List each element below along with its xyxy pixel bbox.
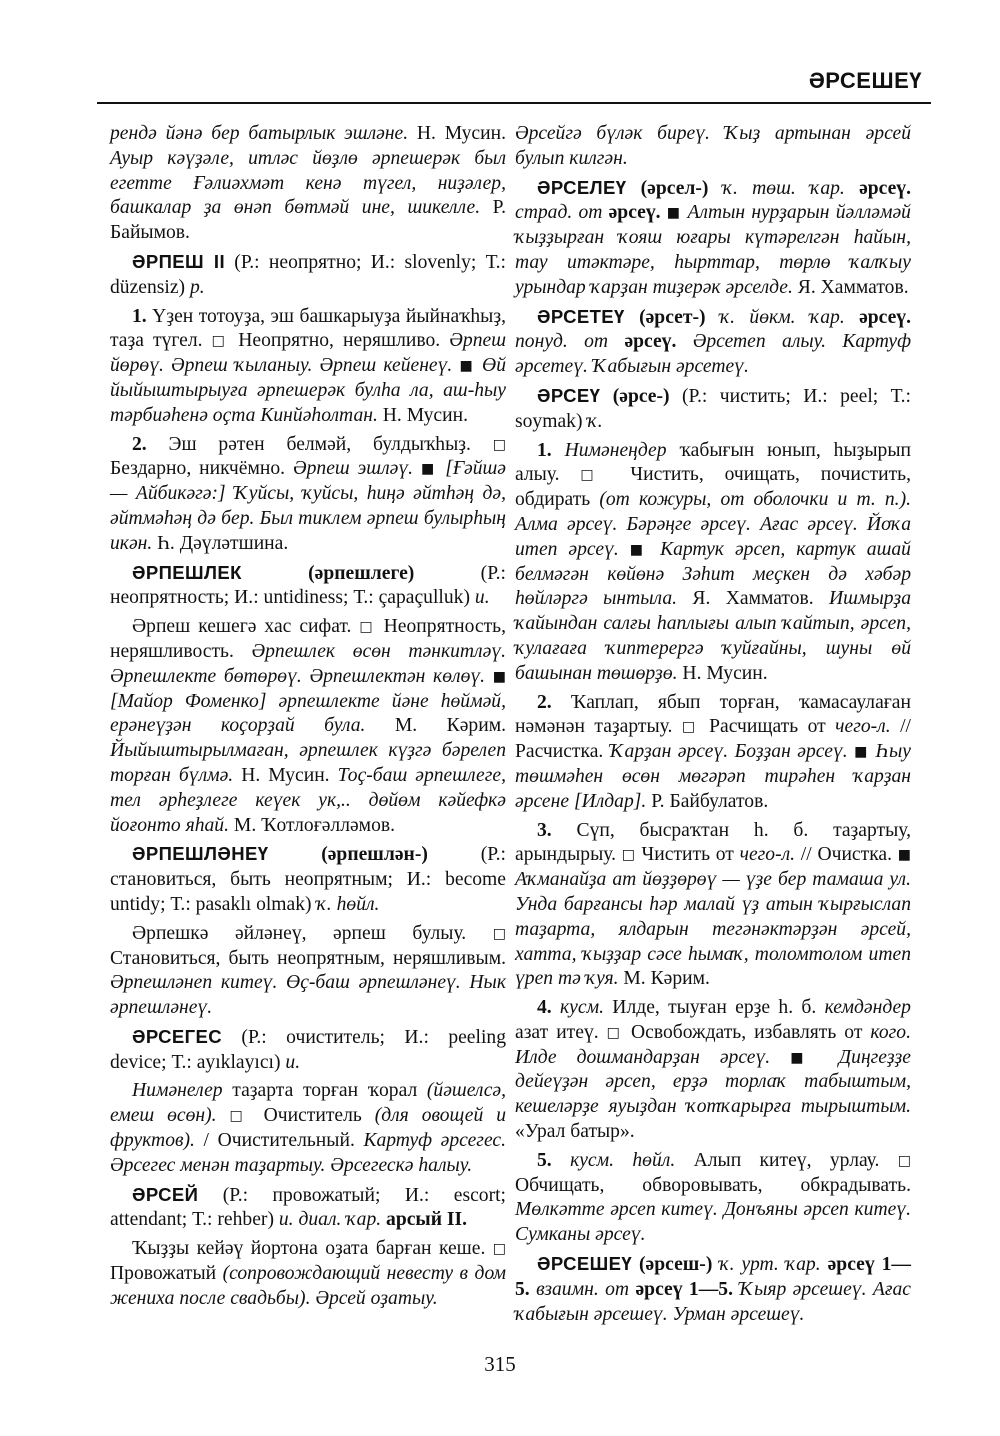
square-icon: □ bbox=[211, 333, 230, 350]
headword: ӘРСЕЙ bbox=[132, 1183, 199, 1205]
quote: рендә йәнә бер батырлык эшләне. bbox=[110, 123, 409, 144]
part-of-speech: ҡ. йөкм. ҡар. bbox=[705, 306, 845, 328]
russian-translation: / Очистительный. bbox=[194, 1130, 364, 1152]
definition: Нимәнеңдер bbox=[551, 439, 667, 461]
examples: Картуф әрсегес. Әрсегес менән таҙартыу. Әрсегескә һалыу. bbox=[110, 1130, 506, 1176]
part-of-speech: ҡ. bbox=[587, 410, 603, 432]
entry bbox=[515, 305, 911, 380]
square-icon: □ bbox=[492, 1241, 506, 1258]
glosses: (Р.: очиститель; И.: peeling device; Т.: ayıklayıcı) bbox=[110, 1026, 506, 1073]
black-square-icon: ■ bbox=[897, 847, 911, 864]
glosses: (Р.: становиться, быть неопрятным; И.: become untidy; Т.: pasaklı olmak) bbox=[110, 844, 507, 915]
quote: Тоҫ-баш әрпешлеге, тел әрһеҙлеге кеүек ук,.. дөйөм кәйефкә йоғонто яһай. bbox=[110, 764, 506, 836]
definition: Илде, тыуған ерҙе һ. б. bbox=[603, 997, 825, 1019]
examples: Әрсетеп алыу. Картуф әрсетеү. Ҡабығын әрсетеү. bbox=[515, 331, 911, 378]
part-of-speech: взаимн. от bbox=[529, 1278, 630, 1300]
cross-reference: әрсеү. bbox=[608, 331, 677, 353]
quote-author: М. Кәрим. bbox=[618, 968, 710, 990]
cross-reference: арсый II. bbox=[381, 1209, 468, 1231]
sense bbox=[515, 439, 911, 687]
examples: Әрпеш йөрөү. Әрпеш ҡыланыу. Әрпеш кейенеү. bbox=[110, 330, 506, 377]
quote-author: Р. Байымов. bbox=[110, 197, 506, 244]
square-icon: □ bbox=[621, 847, 636, 864]
definition: Ҡаплап, ябып торған, ҡамасаулаған нәмәнән таҙартыу. bbox=[515, 691, 911, 738]
definition: таҙарта торған ҡорал bbox=[222, 1080, 427, 1102]
examples: (сопровождающий невесту в дом жениха после свадьбы). Әрсей оҙатыу. bbox=[110, 1263, 506, 1309]
quote: [Ғәйшә — Айбикәгә:] Ҡуйсы, ҡуйсы, һиңә әйтһәң дә, әйтмәһәң дә бер. Был тиклем әрпеш булырһың икән. bbox=[110, 458, 507, 554]
definition: Әрпешкә әйләнеү, әрпеш булыу. bbox=[132, 922, 493, 944]
entry bbox=[515, 176, 911, 301]
definition: азат итеү. bbox=[515, 1021, 607, 1043]
quote: Ишмырҙа ҡайындан салғы һаплығы алып ҡайтып, әрсеп, ҡулағаға ҡиптерергә ҡуйғайны, шуны өй башынан төшөрҙө. bbox=[515, 588, 911, 684]
definition: ҡабығын юнып, һыҙырып алыу. bbox=[515, 439, 911, 486]
examples: Мөлкәтте әрсеп китеү. Донъяны әрсеп китеү. Сумканы әрсеү. bbox=[515, 1199, 911, 1246]
entry-head bbox=[110, 250, 506, 301]
headword: ӘРПЕШЛЕК bbox=[132, 561, 242, 583]
definition: Алып китеү, урлау. bbox=[675, 1149, 898, 1171]
headword-form: (әрпешлән-) bbox=[268, 844, 428, 866]
part-of-speech: ҡ. урт. ҡар. bbox=[712, 1254, 821, 1276]
headword: ӘРСЕЛЕҮ bbox=[537, 176, 627, 198]
quote: [Майор Фоменко] әрпешлекте йәне һөймәй, ерәнеүҙән коҫорҙай була. bbox=[110, 690, 506, 737]
entry-continuation bbox=[515, 122, 911, 172]
russian-translation: Чистить от bbox=[635, 844, 740, 866]
russian-translation: Освобождать, избавлять от bbox=[622, 1021, 871, 1043]
quote-author: Н. Мусин. bbox=[233, 764, 338, 786]
black-square-icon: ■ bbox=[790, 1049, 819, 1066]
sense-number: 2. bbox=[537, 691, 552, 713]
sense bbox=[110, 1237, 506, 1311]
examples: Әрпешлек өсөн тәнкитләү. Әрпешлекте бөтөрөү. Әрпешлектән көлөү. bbox=[110, 640, 506, 687]
russian-translation: (от кожуры, от оболочки и т. п.). bbox=[599, 489, 911, 511]
definition: Ҡыҙҙы кейәү йортона оҙата барған кеше. bbox=[132, 1238, 493, 1260]
russian-translation: чего-л. bbox=[739, 844, 796, 866]
headword-form: (әрпешлеге) bbox=[241, 562, 415, 584]
russian-translation: Бездарно, никчёмно. bbox=[110, 458, 293, 480]
cross-reference: әрсеү bbox=[820, 1254, 875, 1276]
black-square-icon: ■ bbox=[459, 358, 475, 375]
part-of-speech: кусм. bbox=[551, 997, 604, 1019]
header-rule bbox=[97, 102, 931, 104]
quote: Йыйыштырылмаған, әрпешлек күҙгә бәрелеп торған бүлмә. bbox=[110, 740, 506, 786]
russian-translation: // Расчистка. bbox=[515, 716, 911, 763]
sense bbox=[515, 1149, 911, 1248]
part-of-speech: понуд. от bbox=[515, 331, 609, 353]
quote-author: М. Кәрим. bbox=[365, 715, 506, 737]
glosses: (Р.: провожатый; И.: escort; attendant; Т.: rehber) bbox=[110, 1184, 506, 1231]
quote-author: «Урал батыр». bbox=[515, 1121, 635, 1143]
sense bbox=[110, 922, 506, 1021]
examples: Әрпеш эшләү. bbox=[293, 458, 414, 480]
square-icon: □ bbox=[897, 1152, 912, 1169]
part-of-speech: р. bbox=[189, 276, 205, 298]
headword-form: (әрсет-) bbox=[624, 306, 706, 328]
part-of-speech: и. диал. ҡар. bbox=[278, 1209, 382, 1231]
sense-number: 1. bbox=[537, 439, 552, 461]
russian-translation: Становиться, быть неопрятным, неряшливым. bbox=[110, 947, 506, 969]
sense-number: 1. bbox=[132, 305, 147, 327]
part-of-speech: страд. от bbox=[515, 202, 603, 224]
definition: Нимәнелер bbox=[132, 1080, 223, 1102]
quote-author: Н. Мусин. bbox=[377, 404, 469, 426]
cross-reference: әрсеү. bbox=[844, 306, 911, 328]
quote-author: Н. Мусин. bbox=[408, 123, 506, 144]
cross-reference: әрсеү. bbox=[602, 202, 661, 224]
black-square-icon: ■ bbox=[421, 461, 438, 478]
sense-number: 3. bbox=[537, 819, 552, 841]
entry-head bbox=[110, 1183, 506, 1234]
definition: кемдәндер bbox=[824, 997, 911, 1019]
entry-continuation bbox=[110, 122, 506, 246]
running-head: ӘРСЕШЕҮ bbox=[808, 68, 922, 93]
square-icon: □ bbox=[580, 467, 610, 484]
entry-head bbox=[515, 384, 911, 435]
right-column bbox=[515, 122, 911, 1331]
square-icon: □ bbox=[359, 619, 376, 636]
quote: Аҡманайҙа ат йөҙҙөрөү — үҙе бер тамаша ул. Унда барғансы һәр малай үҙ атын ҡырғыслап таҙарта, ялдарын тегәнәктәрҙән әрсей, хатта, ҡыҙҙар сәсе һымаҡ, толомтолом итеп үреп тә ҡуя. bbox=[515, 869, 911, 990]
quote: Ауыр кәүҙәле, итләс йөҙлө әрпешерәк был егетте Ғәлиәхмәт кенә түгел, ниҙәлер, башкалар ҙа өнәп бөтмәй ине, шикелле. bbox=[110, 147, 506, 219]
quote: Картук әрсеп, картук ашай белмәгән көйөнә Зәһит меҫкен дә хәбәр һөйләргә ынтыла. bbox=[515, 538, 911, 610]
black-square-icon: ■ bbox=[854, 744, 869, 761]
part-of-speech: и. bbox=[474, 587, 490, 609]
sense bbox=[110, 615, 506, 838]
part-of-speech: ҡ. төш. ҡар. bbox=[708, 177, 845, 199]
part-of-speech: ҡ. һөйл. bbox=[316, 893, 380, 915]
definition: Әрпеш кешегә хас сифат. bbox=[132, 616, 360, 638]
russian-translation: Очиститель bbox=[250, 1105, 375, 1127]
russian-translation: Расчищать от bbox=[699, 716, 836, 738]
black-square-icon: ■ bbox=[492, 668, 506, 685]
square-icon: □ bbox=[606, 1024, 623, 1041]
sense bbox=[110, 1079, 506, 1178]
headword-form: (әрсел-) bbox=[626, 177, 709, 199]
russian-translation: (для овощей и фруктов). bbox=[110, 1105, 506, 1152]
cross-reference: әрсеү. bbox=[844, 177, 911, 199]
quote: Диңгеҙҙе дейеүҙән әрсеп, ерҙә торлаҡ табыштым, кешеләрҙе яуыҙдан ҡотҡарырға тырыштым. bbox=[515, 1046, 911, 1118]
glosses: (Р.: неопрятность; И.: untidiness; Т.: çapaçulluk) bbox=[110, 562, 506, 609]
sense bbox=[515, 996, 911, 1145]
entry-head bbox=[110, 1025, 506, 1076]
russian-translation: // Очистка. bbox=[795, 844, 898, 866]
definition: Сүп, бысраҡтан һ. б. таҙартыу, арындырыу. bbox=[515, 819, 911, 866]
sense bbox=[515, 691, 911, 815]
examples: Ҡарҙан әрсеү. Боҙҙан әрсеү. bbox=[609, 741, 848, 763]
quote-author: Р. Байбулатов. bbox=[646, 790, 769, 812]
sense bbox=[110, 433, 506, 557]
entry bbox=[515, 1252, 911, 1327]
headword: ӘРСЕТЕҮ bbox=[537, 305, 625, 327]
headword: ӘРСЕҮ bbox=[537, 384, 601, 406]
quote: Өй йыйыштырыуға әрпешерәк булһа ла, аш-һыу тәрбиәһенә оҫта Кинйәһолтан. bbox=[110, 355, 506, 426]
glosses: (Р.: неопрятно; И.: slovenly; Т.: düzensiz) bbox=[110, 251, 506, 298]
russian-translation: чего-л. bbox=[835, 716, 891, 738]
examples: Әрсейгә бүләк биреү. Ҡыҙ артынан әрсей булып килгән. bbox=[515, 123, 911, 169]
definition: Үҙен тотоуҙа, эш башкарыуҙа йыйнаҡhыҙ, таҙа түгел. bbox=[110, 305, 506, 352]
russian-translation: Чистить, очищать, почистить, обдирать bbox=[515, 464, 911, 511]
sense bbox=[110, 305, 506, 429]
page-number: 315 bbox=[484, 1352, 516, 1376]
square-icon: □ bbox=[229, 1108, 251, 1125]
quote-author: Я. Хамматов. bbox=[677, 588, 830, 610]
headword: ӘРПЕШ II bbox=[132, 250, 226, 272]
glosses: (Р.: чистить; И.: peel; Т.: soymak) bbox=[515, 385, 911, 432]
russian-translation: Неопрятно, неряшливо. bbox=[229, 330, 450, 352]
quote-author: Н. Мусин. bbox=[677, 662, 768, 684]
definition: Эш рәтен белмәй, булдыҡһыҙ. bbox=[146, 433, 493, 455]
cross-reference: әрсеү 1—5. bbox=[629, 1278, 733, 1300]
headword: ӘРСЕШЕҮ bbox=[537, 1253, 633, 1275]
square-icon: □ bbox=[681, 719, 700, 736]
left-column bbox=[110, 122, 506, 1316]
quote-author: М. Ҡотлоғәлләмов. bbox=[229, 814, 396, 836]
sense-number: 4. bbox=[537, 997, 552, 1019]
quote: Алтын нурҙарын йәлләмәй ҡыҙҙырған ҡояш юғары күтәрелгән һайын, тау итәктәре, һырттар, төрлө ҡалҡыу урындар ҡарҙан тиҙерәк әрселде. bbox=[515, 202, 911, 298]
headword-form: (әрсеш-) bbox=[632, 1254, 713, 1276]
entry-head bbox=[110, 561, 506, 612]
sense bbox=[515, 819, 911, 993]
examples: Алма әрсеү. Бәрәңге әрсеү. Ағас әрсеү. Йоҡа итеп әрсеү. bbox=[515, 513, 911, 560]
quote-author: Я. Хамматов. bbox=[792, 276, 909, 298]
examples: кого. Илде дошмандарҙан әрсеү. bbox=[515, 1021, 911, 1068]
russian-translation: Обчищать, обворовывать, обкрадывать. bbox=[515, 1174, 911, 1196]
definition: (йәшелсә, емеш өсөн). bbox=[110, 1080, 506, 1127]
black-square-icon: ■ bbox=[666, 205, 682, 222]
headword: ӘРПЕШЛӘНЕҮ bbox=[132, 843, 269, 865]
headword-form: (әрсе-) bbox=[600, 385, 670, 407]
sense-number: 5. bbox=[537, 1149, 552, 1171]
examples: Әрпешләнеп китеү. Өҫ-баш әрпешләнеү. Нык әрпешләнеү. bbox=[110, 972, 506, 1019]
square-icon: □ bbox=[492, 436, 506, 453]
russian-translation: Провожатый bbox=[110, 1263, 223, 1285]
quote-author: Һ. Дәүләтшина. bbox=[152, 532, 289, 554]
part-of-speech: кусм. һөйл. bbox=[551, 1149, 676, 1171]
square-icon: □ bbox=[492, 925, 506, 942]
black-square-icon: ■ bbox=[629, 541, 650, 558]
russian-translation: Неопрятность, неряшливость. bbox=[110, 616, 507, 662]
headword: ӘРСЕГЕС bbox=[132, 1025, 222, 1047]
sense-number: 2. bbox=[132, 433, 147, 455]
part-of-speech: и. bbox=[285, 1051, 301, 1073]
entry-head bbox=[110, 842, 506, 917]
examples: Ҡыяр әрсешеү. Ағас ҡабығын әрсешеү. Урман әрсешеү. bbox=[515, 1278, 911, 1325]
quote: Һыу төшмәһен өсөн мөгәрәп тирәһен ҡарҙан әрсене [Илдар]. bbox=[515, 741, 911, 812]
sense-range: 1—5. bbox=[515, 1254, 912, 1300]
